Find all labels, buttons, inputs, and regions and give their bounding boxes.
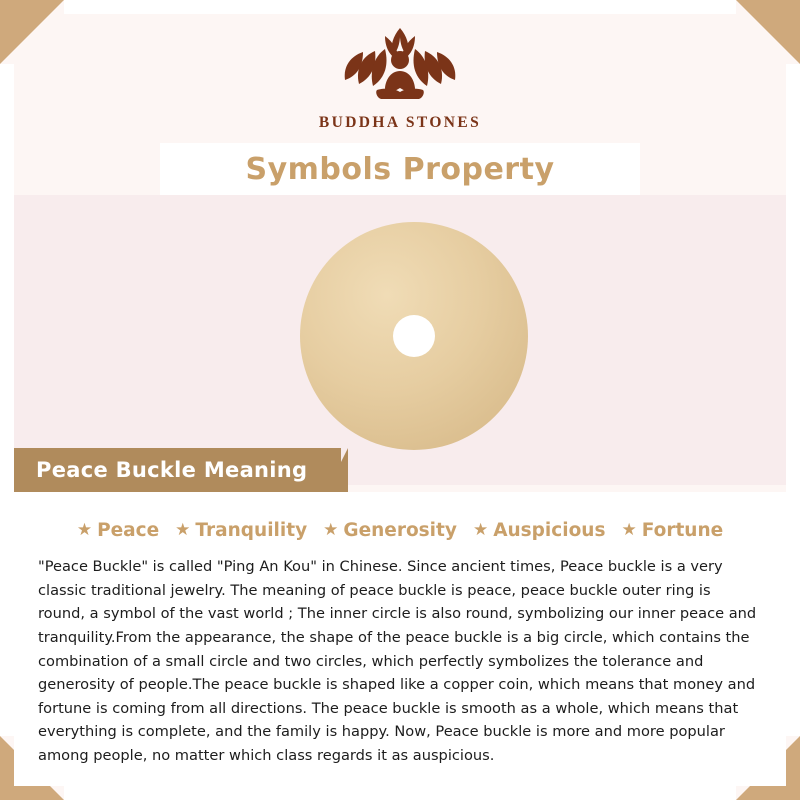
keyword-label: Peace [97,520,160,541]
section-ribbon-tail [326,448,348,492]
section-ribbon [14,448,341,492]
keyword-label: Fortune [641,520,724,541]
keyword-label: Tranquility [195,520,308,541]
keyword-list [14,492,786,541]
keyword-label: Generosity [343,520,457,541]
page-title: Symbols Property [245,151,555,187]
frame-edge-left [0,64,14,736]
brand-header [0,18,800,132]
list-item [77,520,159,541]
section-ribbon-label: Peace Buckle Meaning [36,458,308,482]
lotus-meditation-figure-icon [315,18,485,110]
star-icon: ★ [621,520,637,540]
keyword-label: Auspicious [493,520,606,541]
star-icon: ★ [175,520,191,540]
peace-buckle-inner-hole [393,315,435,357]
star-icon: ★ [323,520,339,540]
meaning-description: "Peace Buckle" is called "Ping An Kou" in Chinese. Since ancient times, Peace buckle is a very classic traditional jewelry. The meaning of peace buckle is peace, peace buckle outer ring is round, a symbol of the vast world ; The inner circle is also round, symbolizing our inner peace and tranquility.From the appearance, the shape of the peace buckle is a big circle, which contains the combination of a small circle and two circles, which perfectly symbolizes the tolerance and generosity of people.The peace buckle is shaped like a copper coin, which means that money and fortune is coming from all directions. The peace buckle is smooth as a whole, which means that everything is complete, and the family is happy. Now, Peace buckle is more and more popular among people, no matter which class regards it as auspicious. [38,558,757,765]
brand-name: BUDDHA STONES [318,114,482,131]
peace-buckle-image [300,222,528,450]
meaning-content [14,492,786,786]
list-item [473,520,606,541]
star-icon: ★ [472,520,489,540]
list-item [621,520,723,541]
list-item [323,520,457,541]
frame-edge-bottom [64,786,736,800]
star-icon: ★ [76,520,93,540]
frame-edge-top [64,0,736,14]
list-item [175,520,307,541]
frame-edge-right [786,64,800,736]
page-title-band [160,143,640,195]
